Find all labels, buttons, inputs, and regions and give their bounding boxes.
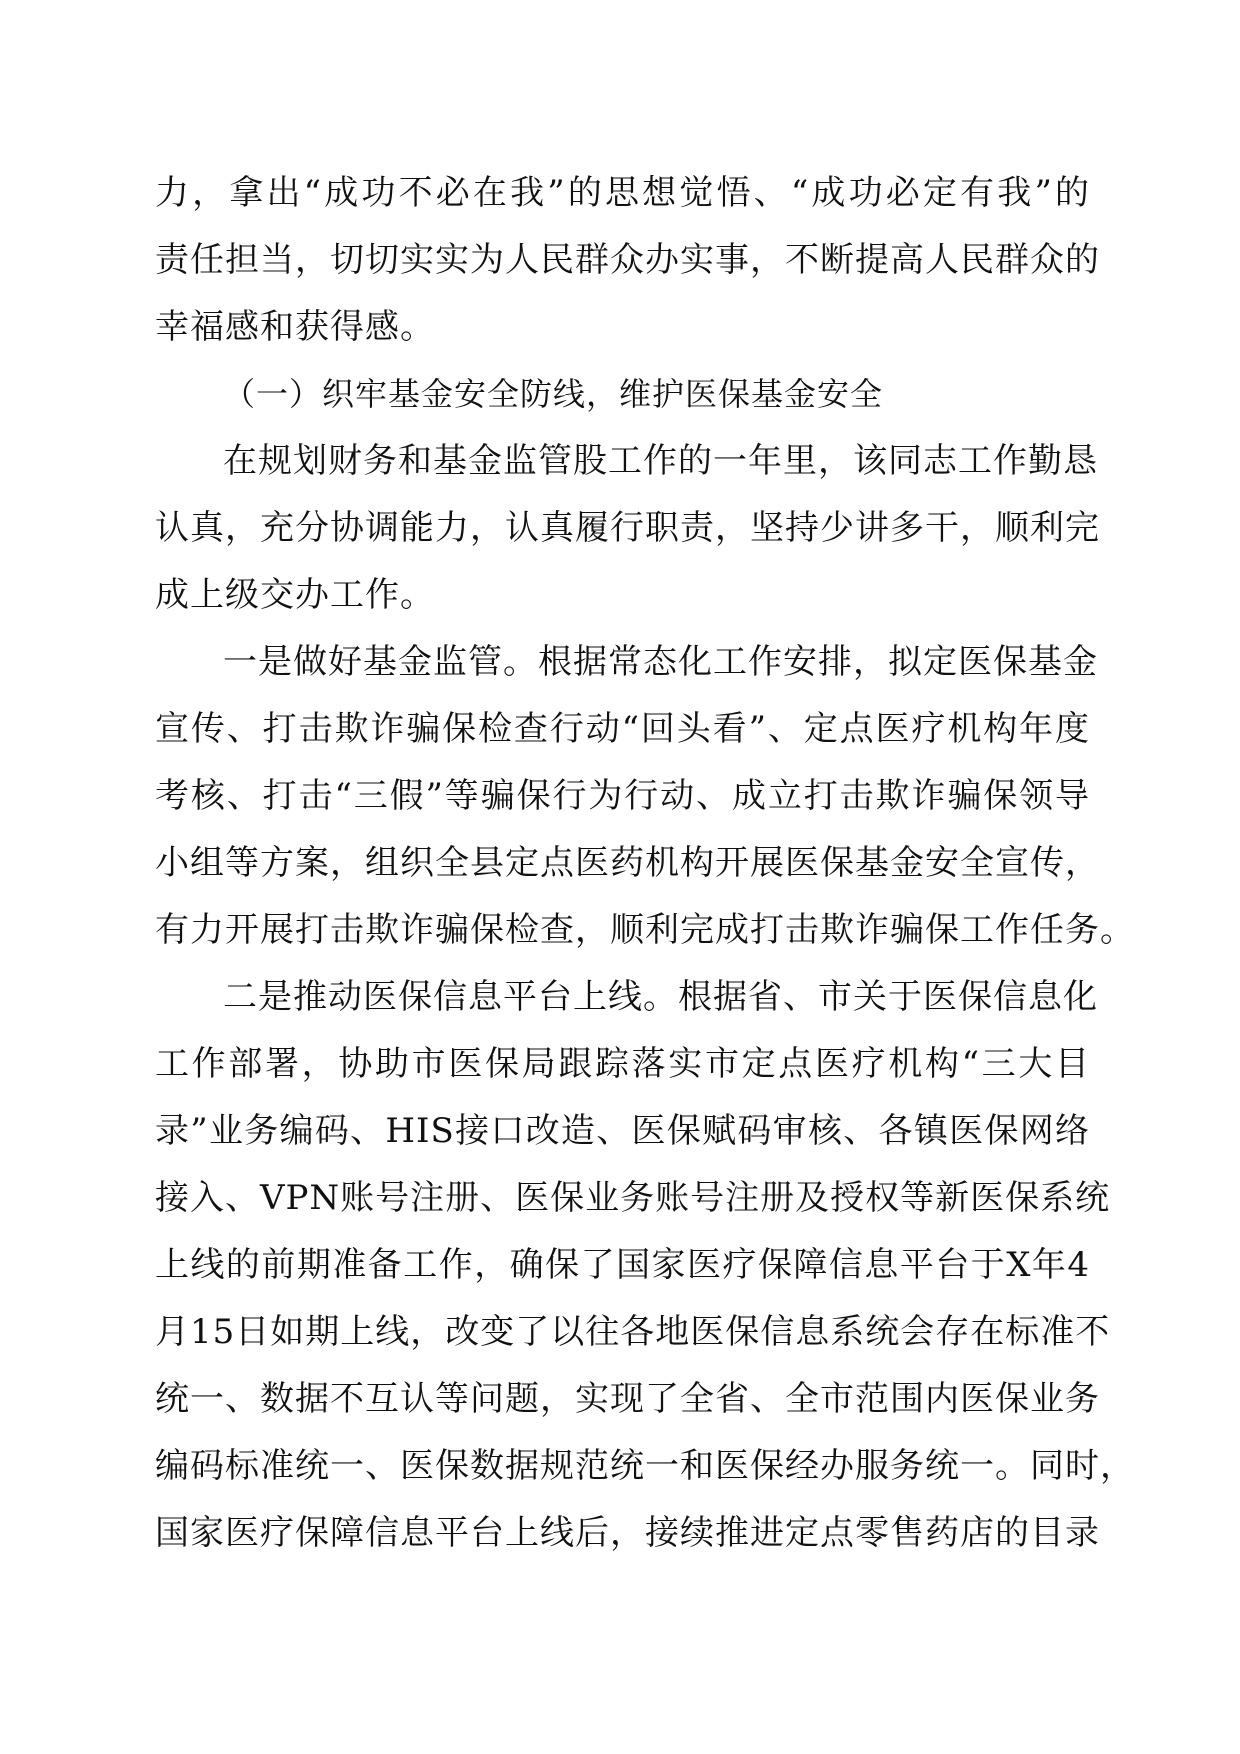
text-line: 二是推动医保信息平台上线。根据省、市关于医保信息化 bbox=[223, 977, 1098, 1017]
text-line: 国家医疗保障信息平台上线后，接续推进定点零售药店的目录 bbox=[155, 1513, 1100, 1553]
text-line: 在规划财务和基金监管股工作的一年里，该同志工作勤恳 bbox=[223, 441, 1098, 481]
text-line: 责任担当，切切实实为人民群众办实事，不断提高人民群众的 bbox=[155, 240, 1100, 280]
text-line: 上线的前期准备工作，确保了国家医疗保障信息平台于X年4 bbox=[155, 1245, 1090, 1285]
text-line: 力，拿出“成功不必在我”的思想觉悟、“成功必定有我”的 bbox=[155, 173, 1090, 213]
text-line: 月15日如期上线，改变了以往各地医保信息系统会存在标准不 bbox=[155, 1312, 1111, 1352]
text-line: 有力开展打击欺诈骗保检查，顺利完成打击欺诈骗保工作任务。 bbox=[155, 910, 1135, 950]
text-line: 幸福感和获得感。 bbox=[155, 307, 435, 347]
text-line: 宣传、打击欺诈骗保检查行动“回头看”、定点医疗机构年度 bbox=[155, 709, 1090, 749]
text-line: 认真，充分协调能力，认真履行职责，坚持少讲多干，顺利完 bbox=[155, 508, 1100, 548]
text-line: 统一、数据不互认等问题，实现了全省、全市范围内医保业务 bbox=[155, 1379, 1100, 1419]
text-line: 一是做好基金监管。根据常态化工作安排，拟定医保基金 bbox=[223, 642, 1098, 682]
text-line: 考核、打击“三假”等骗保行为行动、成立打击欺诈骗保领导 bbox=[155, 776, 1090, 816]
text-line: 录”业务编码、HIS接口改造、医保赋码审核、各镇医保网络 bbox=[155, 1111, 1090, 1151]
text-line: 成上级交办工作。 bbox=[155, 575, 435, 615]
text-line: 接入、VPN账号注册、医保业务账号注册及授权等新医保系统 bbox=[155, 1178, 1111, 1218]
section-heading: （一）织牢基金安全防线，维护医保基金安全 bbox=[223, 375, 884, 413]
text-line: 工作部署，协助市医保局跟踪落实市定点医疗机构“三大目 bbox=[155, 1044, 1090, 1084]
document-page bbox=[155, 160, 1135, 1567]
text-line: 编码标准统一、医保数据规范统一和医保经办服务统一。同时， bbox=[155, 1446, 1135, 1486]
text-line: 小组等方案，组织全县定点医药机构开展医保基金安全宣传， bbox=[155, 843, 1100, 883]
